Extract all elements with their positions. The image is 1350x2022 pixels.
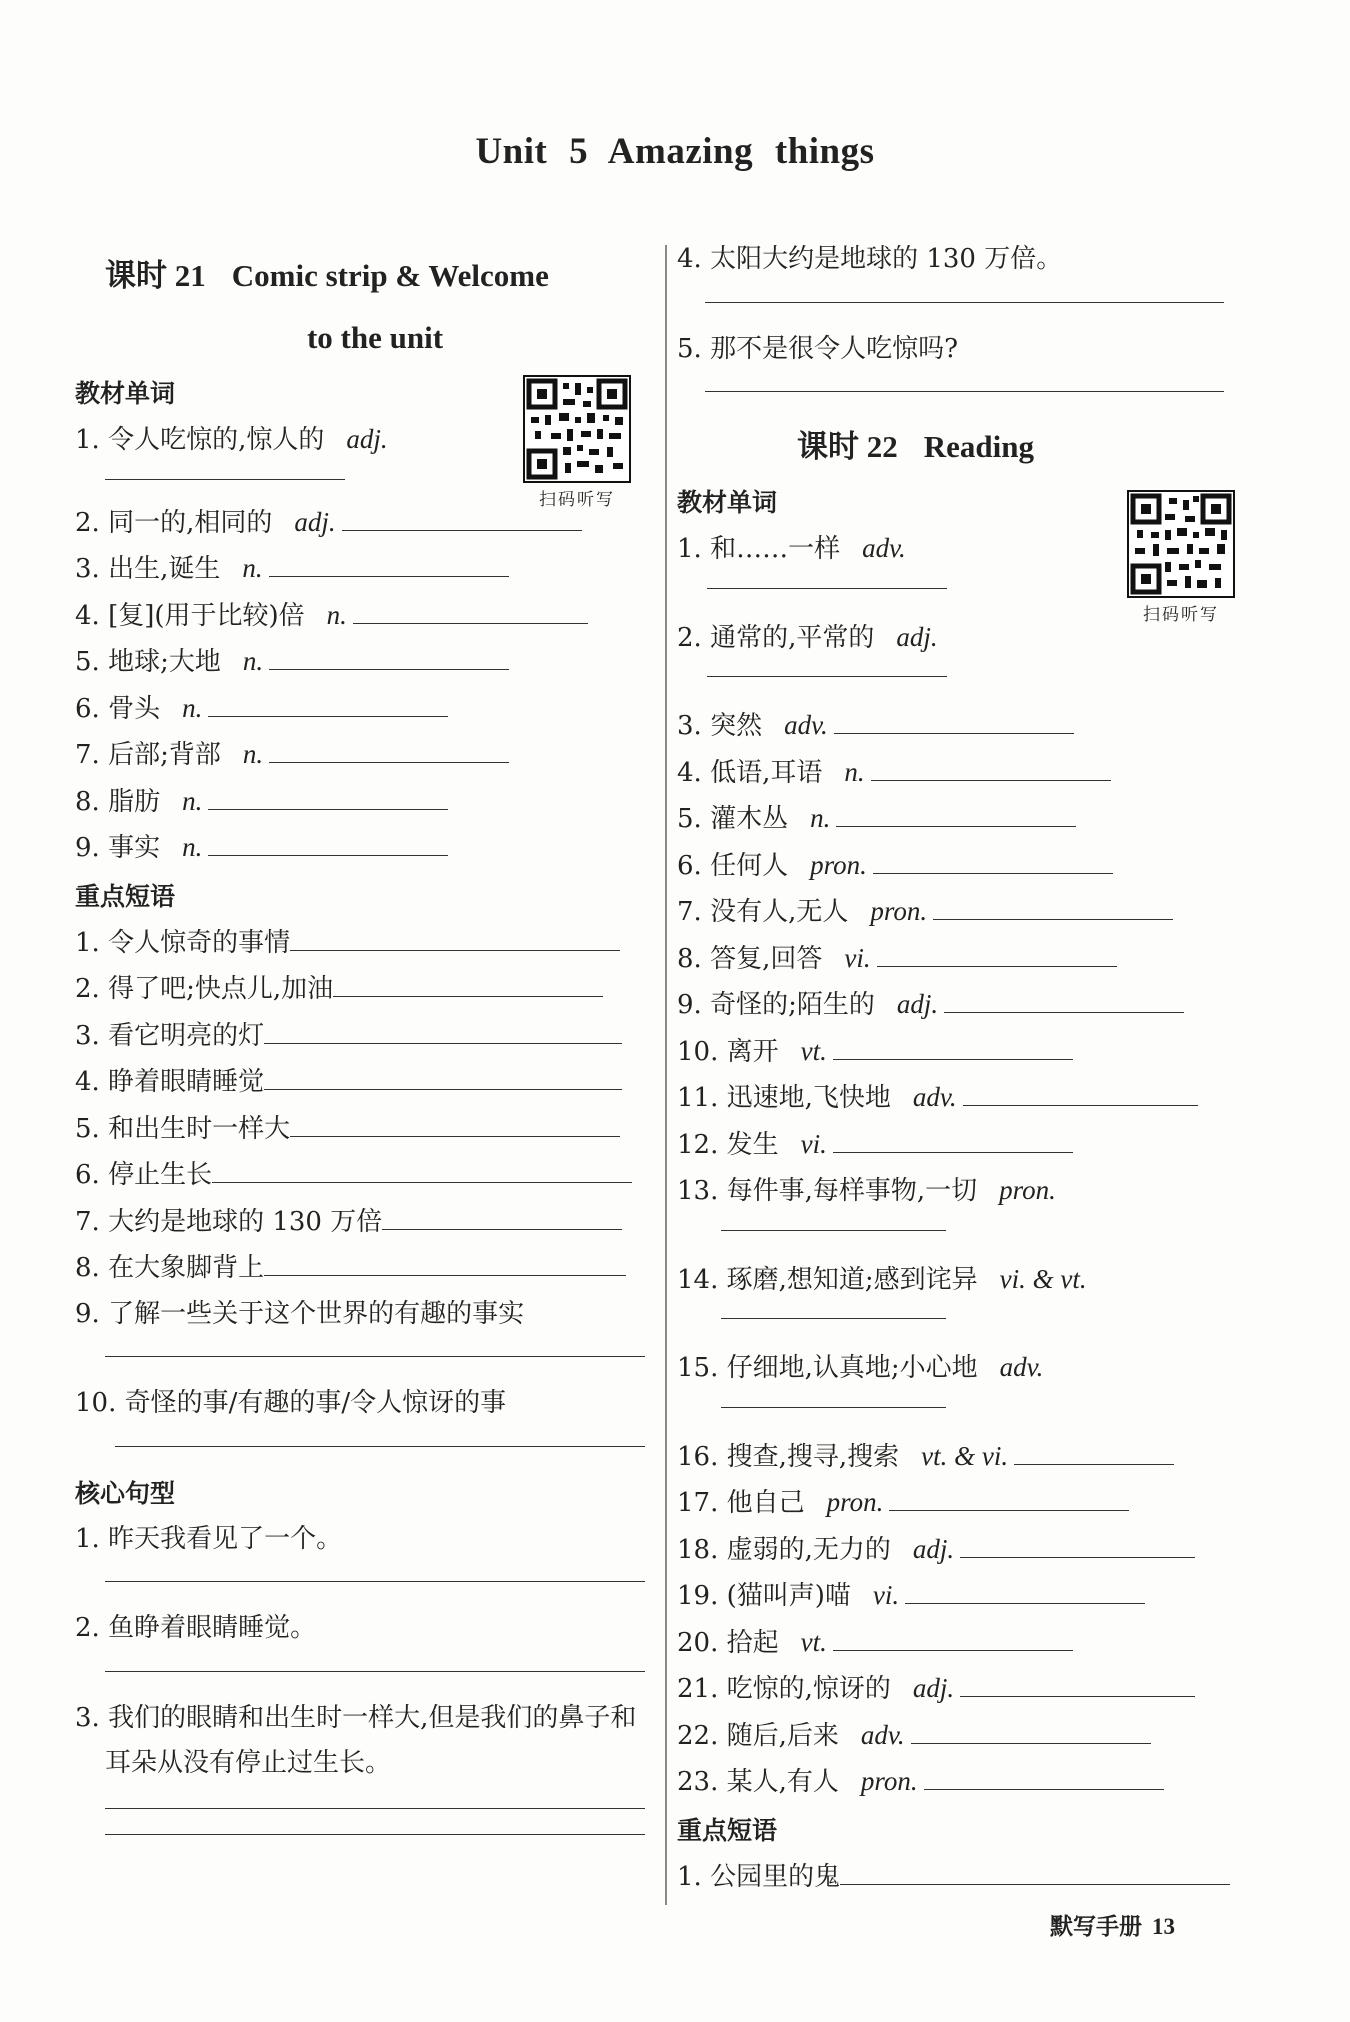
answer-blank[interactable] <box>269 546 509 577</box>
unit-title: Unit 5 Amazing things <box>475 131 875 172</box>
vocab-item <box>75 825 645 872</box>
answer-blank[interactable] <box>342 500 582 531</box>
qr-caption: 扫码听写 <box>539 490 615 510</box>
answer-blank[interactable] <box>269 639 509 670</box>
phrase-item: 10. 奇怪的事/有趣的事/令人惊讶的事 <box>75 1388 507 1418</box>
phrase-item: 1. 令人惊奇的事情 <box>75 920 645 967</box>
answer-blank[interactable] <box>208 686 448 717</box>
vocab-item: 19. (猫叫声)喵 vi. <box>677 1573 1252 1620</box>
vocab-item: 7. 没有人,无人 pron. <box>677 889 1252 936</box>
lesson-21-title-line1: Comic strip & Welcome <box>231 258 549 293</box>
page-footer <box>1050 1908 1175 1941</box>
answer-blank[interactable] <box>944 982 1184 1013</box>
phrase-item: 8. 在大象脚背上 <box>75 1245 645 1292</box>
phrase-head-22: 重点短语 <box>677 1815 778 1845</box>
answer-blank[interactable] <box>721 1317 946 1319</box>
vocab-item: 3. 突然 adv. <box>677 703 1252 750</box>
lesson-21-title-line2: to the unit <box>306 320 444 355</box>
vocab-head-22: 教材单词 <box>677 488 778 517</box>
vocab-pos: n. <box>242 739 264 769</box>
answer-blank[interactable] <box>836 796 1076 827</box>
page-number: 13 <box>1152 1914 1175 1939</box>
vocab-item: 15. 仔细地,认真地;小心地 adv. <box>677 1352 1044 1383</box>
phrase-item: 4. 睁着眼睛睡觉 <box>75 1059 645 1106</box>
vocab-text: 7. 后部;背部 <box>75 740 221 770</box>
phrase-item: 1. 公园里的鬼 <box>677 1854 1252 1901</box>
vocab-pos: n. <box>182 785 203 816</box>
vocab-text: 2. 同一的,相同的 <box>75 507 273 538</box>
vocab-item: 10. 离开 vt. <box>677 1029 1252 1076</box>
answer-blank[interactable] <box>705 301 1224 303</box>
vocab-item: 23. 某人,有人 pron. <box>677 1759 1252 1806</box>
answer-blank[interactable] <box>707 587 947 589</box>
answer-blank[interactable] <box>871 750 1111 781</box>
answer-blank[interactable] <box>873 843 1113 874</box>
vocab-text: 9. 事实 <box>75 833 161 863</box>
vocab-item: 14. 琢磨,想知道;感到诧异 vi. & vt. <box>677 1263 1087 1295</box>
answer-blank[interactable] <box>833 1029 1073 1060</box>
vocab-item: 18. 虚弱的,无力的 adj. <box>677 1527 1252 1574</box>
answer-blank[interactable] <box>290 1106 620 1137</box>
vocab-item: 1. 和……一样 adv. <box>677 533 906 564</box>
answer-blank[interactable] <box>960 1527 1195 1558</box>
vocab-text: 3. 出生,诞生 <box>75 554 221 584</box>
vocab-item <box>75 417 645 464</box>
lesson-22-title <box>677 416 1252 478</box>
answer-blank[interactable] <box>105 1670 645 1672</box>
vocab-item <box>75 686 645 733</box>
vocab-pos: n. <box>242 553 263 583</box>
vocab-text: 8. 脂肪 <box>75 786 161 817</box>
vocab-item <box>75 593 645 640</box>
answer-blank[interactable] <box>833 1122 1073 1153</box>
answer-blank[interactable] <box>333 966 603 997</box>
answer-blank[interactable] <box>933 889 1173 920</box>
vocab-item <box>75 779 645 826</box>
answer-blank[interactable] <box>105 1580 645 1582</box>
column-divider <box>665 245 667 1905</box>
phrase-item: 6. 停止生长 <box>75 1152 645 1199</box>
vocab-item: 4. 低语,耳语 n. <box>677 750 1252 797</box>
answer-blank[interactable] <box>212 1152 632 1183</box>
phrase-item: 3. 看它明亮的灯 <box>75 1013 645 1060</box>
vocab-text: 1. 令人吃惊的,惊人的 <box>75 425 325 455</box>
vocab-item: 2. 通常的,平常的 adj. <box>677 621 938 653</box>
answer-blank[interactable] <box>115 1445 645 1447</box>
sentence-item: 1. 昨天我看见了一个。 <box>75 1523 343 1554</box>
phrase-item: 5. 和出生时一样大 <box>75 1106 645 1153</box>
vocab-item: 16. 搜查,搜寻,搜索 vt. & vi. <box>677 1434 1252 1481</box>
answer-blank[interactable] <box>264 1245 626 1276</box>
answer-blank[interactable] <box>911 1713 1151 1744</box>
sentence-item: 3. 我们的眼睛和出生时一样大,但是我们的鼻子和耳朵从没有停止过生长。 <box>75 1702 637 1778</box>
vocab-item: 12. 发生 vi. <box>677 1122 1252 1169</box>
answer-blank[interactable] <box>208 779 448 810</box>
answer-blank[interactable] <box>105 1355 645 1357</box>
vocab-item: 20. 拾起 vt. <box>677 1620 1252 1667</box>
vocab-item: 11. 迅速地,飞快地 adv. <box>677 1075 1252 1122</box>
left-column <box>75 245 645 1859</box>
answer-blank[interactable] <box>264 1013 622 1044</box>
answer-blank[interactable] <box>264 1059 622 1090</box>
answer-blank[interactable] <box>1014 1434 1174 1465</box>
answer-blank[interactable] <box>105 1833 645 1835</box>
answer-blank[interactable] <box>105 1807 645 1809</box>
vocab-text: 6. 骨头 <box>75 693 161 724</box>
answer-blank[interactable] <box>290 920 620 951</box>
answer-blank[interactable] <box>707 675 947 677</box>
vocab-pos: n. <box>326 599 347 630</box>
phrase-item: 7. 大约是地球的 130 万倍 <box>75 1199 645 1246</box>
phrase-head-21: 重点短语 <box>75 881 176 911</box>
vocab-text: 5. 地球;大地 <box>75 647 221 677</box>
vocab-pos: n. <box>182 692 203 723</box>
answer-blank[interactable] <box>705 390 1224 392</box>
vocab-text: 4. [复](用于比较)倍 <box>75 600 305 631</box>
answer-blank[interactable] <box>963 1075 1198 1106</box>
answer-blank[interactable] <box>721 1406 946 1408</box>
vocab-item: 13. 每件事,每样事物,一切 pron. <box>677 1175 1056 1206</box>
answer-blank[interactable] <box>833 1620 1073 1651</box>
lesson-21-number: 课时 21 <box>105 258 206 293</box>
phrase-item: 9. 了解一些关于这个世界的有趣的事实 <box>75 1298 525 1329</box>
lesson-21-title <box>75 245 645 369</box>
vocab-item <box>75 500 645 547</box>
answer-blank[interactable] <box>382 1199 622 1230</box>
qr-caption: 扫码听写 <box>1143 605 1219 625</box>
answer-blank[interactable] <box>208 825 448 856</box>
answer-blank[interactable] <box>353 593 588 624</box>
answer-blank[interactable] <box>269 732 509 763</box>
sentence-item: 5. 那不是很令人吃惊吗? <box>677 333 959 364</box>
vocab-pos: adj. <box>294 506 336 537</box>
answer-blank[interactable] <box>960 1666 1195 1697</box>
vocab-pos: adj. <box>346 424 388 454</box>
vocab-pos: n. <box>182 832 203 862</box>
answer-blank[interactable] <box>889 1480 1129 1511</box>
vocab-item: 5. 灌木丛 n. <box>677 796 1252 843</box>
vocab-item: 8. 答复,回答 vi. <box>677 936 1252 983</box>
vocab-item: 21. 吃惊的,惊讶的 adj. <box>677 1666 1252 1713</box>
sentence-head-21: 核心句型 <box>75 1478 176 1508</box>
vocab-item <box>75 639 645 686</box>
vocab-head-21: 教材单词 <box>75 379 176 408</box>
sentence-item: 4. 太阳大约是地球的 130 万倍。 <box>677 244 1063 274</box>
answer-blank[interactable] <box>721 1229 946 1231</box>
vocab-item <box>75 546 645 593</box>
vocab-item: 22. 随后,后来 adv. <box>677 1713 1252 1760</box>
vocab-item: 9. 奇怪的;陌生的 adj. <box>677 982 1252 1029</box>
vocab-item: 17. 他自己 pron. <box>677 1480 1252 1527</box>
vocab-item <box>75 732 645 779</box>
answer-blank[interactable] <box>877 936 1117 967</box>
phrase-item: 2. 得了吧;快点儿,加油 <box>75 966 645 1013</box>
answer-blank[interactable] <box>924 1759 1164 1790</box>
answer-blank[interactable] <box>905 1573 1145 1604</box>
vocab-pos: n. <box>242 646 264 676</box>
book-name: 默写手册 <box>1050 1914 1142 1940</box>
lesson-22-number: 课时 22 <box>797 429 898 464</box>
answer-blank[interactable] <box>834 703 1074 734</box>
vocab-item: 6. 任何人 pron. <box>677 843 1252 890</box>
answer-blank[interactable] <box>105 478 345 480</box>
sentence-item: 2. 鱼睁着眼睛睡觉。 <box>75 1613 317 1643</box>
lesson-22-title-text: Reading <box>923 429 1034 464</box>
answer-blank[interactable] <box>840 1854 1230 1885</box>
right-column <box>677 245 1252 1900</box>
